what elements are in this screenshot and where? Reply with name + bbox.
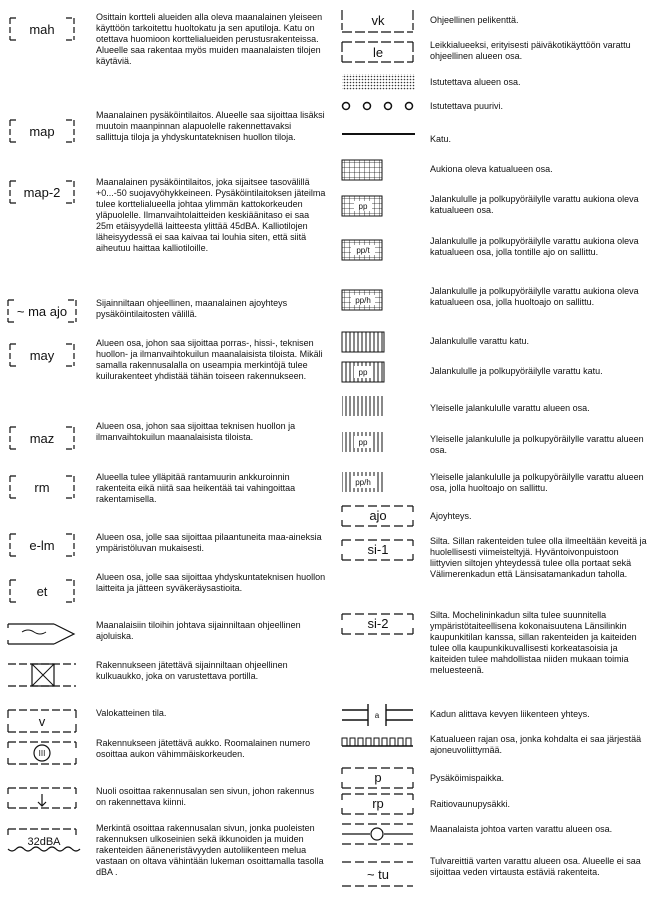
legend-row-public-walk-pp xyxy=(330,430,658,466)
legend-row-ma-ajo xyxy=(0,298,330,324)
symbol-et-label: et xyxy=(36,584,48,599)
symbol-map-label: map xyxy=(29,124,55,139)
legend-row-map xyxy=(0,110,330,160)
symbol-may-label: may xyxy=(29,348,55,363)
pedestrian-street-pp-label: pp xyxy=(358,368,368,377)
symbol-le xyxy=(340,40,415,66)
symbol-v-label: v xyxy=(38,714,46,729)
symbol-may xyxy=(6,342,78,368)
pedestrian-street-pp-icon xyxy=(340,360,415,386)
legend-text-square-pp: Jalankululle ja polkupyöräilylle varattu aukiona oleva katualueen osa. xyxy=(430,194,639,215)
legend-row-tree-row xyxy=(330,98,658,118)
square-pp-label: pp xyxy=(358,202,368,211)
legend-row-rp xyxy=(330,792,658,818)
square-pph-icon xyxy=(340,288,415,314)
legend-text-rp: Raitiovaunupysäkki. xyxy=(430,799,511,809)
square-pph-label: pp/h xyxy=(355,296,371,305)
symbol-map-2-label: map-2 xyxy=(23,185,61,200)
symbol-map xyxy=(6,118,78,144)
legend-row-si-1 xyxy=(330,536,658,602)
public-walk-pp-label: pp xyxy=(358,438,368,447)
legend-text-opening: Rakennukseen jätettävä aukko. Roomalainen numero osoittaa aukon vähimmäiskorkeuden. xyxy=(96,738,311,759)
legend-row-square-ppt xyxy=(330,236,658,276)
symbol-si-1-label: si-1 xyxy=(367,542,389,557)
legend-text-street: Katu. xyxy=(430,134,452,144)
legend-text-si-2: Silta. Mochelininkadun silta tulee suunnitella ympäristötaiteellisena kokonaisuutena Länsilinkin kaupunkitilan kanssa, sillan rakenteiden ja kaiteiden tulee olla kaupunkikuvallisesti korkeatasoisia ja kaiteiden tulee mahdollistaa niiden mukaan toimia meluesteenä. xyxy=(430,610,637,675)
legend-text-rm: Alueella tulee ylläpitää rantamuurin ankkuroinnin rakenteita eikä niitä saa heikentää tai vahingoittaa rakentamisella. xyxy=(96,472,296,504)
symbol-rp-label: rp xyxy=(372,796,384,811)
pedestrian-street-icon xyxy=(340,330,415,356)
legend-row-e-lm xyxy=(0,532,330,558)
legend-row-rm xyxy=(0,472,330,512)
opening-symbol-icon xyxy=(6,740,78,766)
legend-text-32dba: Merkintä osoittaa rakennusalan sivun, jonka puoleisten rakennuksen ulkoseinien sekä ikkunoiden ja muiden rakenteiden ääneneristävyyden autoliikenteen melua vastaan on oltava vähintään lukeman osoittamalla tasolla dBA . xyxy=(96,823,324,877)
legend-row-planting-area xyxy=(330,72,658,94)
legend-row-arrow xyxy=(0,786,330,812)
legend-row-map-2 xyxy=(0,177,330,289)
public-walk-icon xyxy=(340,394,415,420)
legend-row-square-pph xyxy=(330,286,658,326)
legend-text-map: Maanalainen pysäköintilaitos. Alueelle saa sijoittaa lisäksi muutoin maanpinnan alapuolelle rakennettavaksi sallittuja tiloja ja yhdyskuntateknisen huollon tiloja. xyxy=(96,110,325,142)
legend-text-public-walk-pph: Yleiselle jalankululle ja polkupyöräilylle varattu alueen osa, jolla huoltoajo on sallittu. xyxy=(430,472,644,493)
legend-row-public-walk-pph xyxy=(330,470,658,500)
legend-row-square xyxy=(330,158,658,184)
underpass-icon xyxy=(340,702,415,728)
symbol-et xyxy=(6,578,78,604)
symbol-v xyxy=(6,708,78,734)
legend-text-map-2: Maanalainen pysäköintilaitos, joka sijaitsee tasovälillä +0...-50 suojavyöhykkeineen. Pysäköintilaitoksen jäteilma tulee korttelialueella johtaa ylimmän kattokorkeuden yläpuolelle. Ilmanvaihtolaitteiden keskiäänitaso ei saa 25m etäisyydellä laitteesta ylittää 45dBA. Kalliotilojen läheisyydessä ei saa kaivaa tai louhia siten, että siitä aiheutuu haittaa kalliotiloille. xyxy=(96,177,326,253)
legend-text-vk: Ohjeellinen pelikenttä. xyxy=(430,15,519,25)
symbol-rm-label: rm xyxy=(34,480,50,495)
legend-text-p: Pysäköimispaikka. xyxy=(430,773,505,783)
planting-area-icon xyxy=(340,72,415,98)
legend-text-ramp: Maanalaisiin tiloihin johtava sijainniltaan ohjeellinen ajoluiska. xyxy=(96,620,301,641)
legend-text-maz: Alueen osa, johon saa sijoittaa teknisen huollon ja ilmanvaihtokuilun maanalaisista tiloista. xyxy=(96,421,296,442)
ramp-symbol-icon xyxy=(6,620,78,646)
symbol-vk-label: vk xyxy=(371,13,385,28)
symbol-si-1 xyxy=(340,538,415,564)
legend-text-square-pph: Jalankululle ja polkupyöräilylle varattu aukiona oleva katualueen osa, jolla huoltoajo on sallittu. xyxy=(430,286,639,307)
legend-row-passage xyxy=(0,660,330,696)
symbol-rp xyxy=(340,792,415,818)
legend-row-street xyxy=(330,126,658,150)
symbol-mah-label: mah xyxy=(29,22,55,37)
symbol-si-2 xyxy=(340,612,415,638)
symbol-32dba-label: 32dBA xyxy=(27,836,61,848)
symbol-e-lm-label: e-lm xyxy=(29,538,55,553)
symbol-p xyxy=(340,766,415,792)
arrow-down-icon xyxy=(6,786,78,812)
legend-row-no-access xyxy=(330,732,658,762)
legend-row-p xyxy=(330,766,658,792)
tree-row-icon xyxy=(340,98,415,124)
symbol-32dba xyxy=(6,827,78,853)
legend-text-si-1: Silta. Sillan rakenteiden tulee olla ilmeeltään keveitä ja huolellisesti viimeisteltyjä. Hyväntoivonpuistoon liittyvien siltojen yhteydessä tulee olla portaat sekä Välimerenkadun että Länsisatamankadun taholla. xyxy=(430,536,647,579)
symbol-rm xyxy=(6,474,78,500)
legend-text-underground-line: Maanalaista johtoa varten varattu alueen osa. xyxy=(430,824,613,834)
legend-text-arrow: Nuoli osoittaa rakennusalan sen sivun, johon rakennus on rakennettava kiinni. xyxy=(96,786,315,807)
legend-text-square: Aukiona oleva katualueen osa. xyxy=(430,164,553,174)
legend-row-vk xyxy=(330,10,658,34)
square-pp-icon xyxy=(340,194,415,220)
legend-row-underground-line xyxy=(330,820,658,852)
legend-text-v: Valokatteinen tila. xyxy=(96,708,167,718)
legend-row-opening xyxy=(0,738,330,774)
public-walk-pph-label: pp/h xyxy=(355,478,371,487)
legend-row-mah xyxy=(0,12,330,78)
legend-row-v xyxy=(0,708,330,734)
square-grid-icon xyxy=(340,158,415,184)
legend-row-underpass xyxy=(330,702,658,728)
symbol-ma-ajo-label: ~ ma ajo xyxy=(16,304,68,319)
legend-text-le: Leikkialueeksi, erityisesti päiväkotikäyttöön varattu ohjeellinen alueen osa. xyxy=(430,40,631,61)
passage-gate-icon xyxy=(6,662,78,688)
legend-text-public-walk: Yleiselle jalankululle varattu alueen osa. xyxy=(430,403,590,413)
symbol-p-label: p xyxy=(374,770,382,785)
street-line-icon xyxy=(340,126,415,152)
legend-text-ma-ajo: Sijainniltaan ohjeellinen, maanalainen ajoyhteys pysäköintilaitosten välillä. xyxy=(96,298,288,319)
legend-row-pedestrian-street xyxy=(330,330,658,356)
legend-row-square-pp xyxy=(330,192,658,228)
opening-height-label: III xyxy=(38,749,46,758)
legend-text-ajo: Ajoyhteys. xyxy=(430,511,472,521)
legend-text-e-lm: Alueen osa, jolle saa sijoittaa pilaantuneita maa-aineksia ympäristöluvan mukaisesti. xyxy=(96,532,322,553)
square-ppt-icon xyxy=(340,238,415,264)
legend-row-ajo xyxy=(330,504,658,530)
legend-text-square-ppt: Jalankululle ja polkupyöräilylle varattu aukiona oleva katualueen osa, jolla tontille ajo on sallittu. xyxy=(430,236,639,257)
no-access-line-icon xyxy=(340,732,415,758)
legend-text-may: Alueen osa, johon saa sijoittaa porras-, hissi-, teknisen huollon- ja ilmanvaihtokuilun maanalaisista tiloista. Mikäli samalla rakennusalalla on useampia merkintöjä tulee kuilurakenteet yhdistää tähän toiseen rakennukseen. xyxy=(96,338,323,381)
legend-text-no-access: Katualueen rajan osa, jonka kohdalta ei saa järjestää ajoneuvoliittymää. xyxy=(430,734,642,755)
legend-row-public-walk xyxy=(330,394,658,420)
legend-text-pedestrian-street-pp: Jalankululle ja polkupyöräilylle varattu katu. xyxy=(430,366,603,376)
legend-text-mah: Osittain kortteli alueiden alla oleva maanalainen yleiseen käyttöön tarkoitettu huoltokatu ja sen aputiloja. Katu on otettava huomioon korttelialueiden perustusrakenteissa. Alueelle saa rakentaa myös muiden maanalaisten tilojen käytäviä. xyxy=(96,12,323,66)
symbol-tu xyxy=(340,858,415,884)
symbol-ajo-label: ajo xyxy=(369,508,387,523)
symbol-e-lm xyxy=(6,532,78,558)
symbol-maz xyxy=(6,425,78,451)
underground-line-icon xyxy=(340,820,415,846)
legend-row-et xyxy=(0,572,330,608)
public-walk-pph-icon xyxy=(340,470,415,496)
symbol-ma-ajo xyxy=(6,298,78,324)
legend-row-32dba xyxy=(0,823,330,913)
symbol-ajo xyxy=(340,504,415,530)
legend-text-et: Alueen osa, jolle saa sijoittaa yhdyskuntateknisen huollon laitteita ja jätteen syväkeräysastioita. xyxy=(96,572,326,593)
legend-row-maz xyxy=(0,421,330,451)
legend-text-tu: Tulvareittiä varten varattu alueen osa. Alueelle ei saa sijoittaa veden virtausta estäviä rakenteita. xyxy=(430,856,641,877)
symbol-maz-label: maz xyxy=(29,431,55,446)
legend-row-si-2 xyxy=(330,610,658,696)
symbol-vk xyxy=(340,10,415,36)
underpass-label: a xyxy=(374,711,380,720)
symbol-le-label: le xyxy=(372,45,384,60)
legend-text-tree-row: Istutettava puurivi. xyxy=(430,101,504,111)
symbol-si-2-label: si-2 xyxy=(367,616,389,631)
legend-text-planting-area: Istutettava alueen osa. xyxy=(430,77,521,87)
legend-row-tu xyxy=(330,856,658,896)
symbol-map-2 xyxy=(6,179,78,205)
legend-row-may xyxy=(0,338,330,398)
legend-text-pedestrian-street: Jalankululle varattu katu. xyxy=(430,336,530,346)
legend-text-passage: Rakennukseen jätettävä sijainniltaan ohjeellinen kulkuaukko, joka on varustettava portilla. xyxy=(96,660,288,681)
symbol-mah xyxy=(6,16,78,42)
public-walk-pp-icon xyxy=(340,430,415,456)
symbol-tu-label: ~ tu xyxy=(366,867,390,882)
legend-row-pedestrian-street-pp xyxy=(330,360,658,386)
legend-text-public-walk-pp: Yleiselle jalankululle ja polkupyöräilylle varattu alueen osa. xyxy=(430,434,644,455)
legend-row-le xyxy=(330,38,658,66)
square-ppt-label: pp/t xyxy=(356,246,370,255)
legend-row-ramp xyxy=(0,620,330,650)
legend-text-underpass: Kadun alittava kevyen liikenteen yhteys. xyxy=(430,709,590,719)
